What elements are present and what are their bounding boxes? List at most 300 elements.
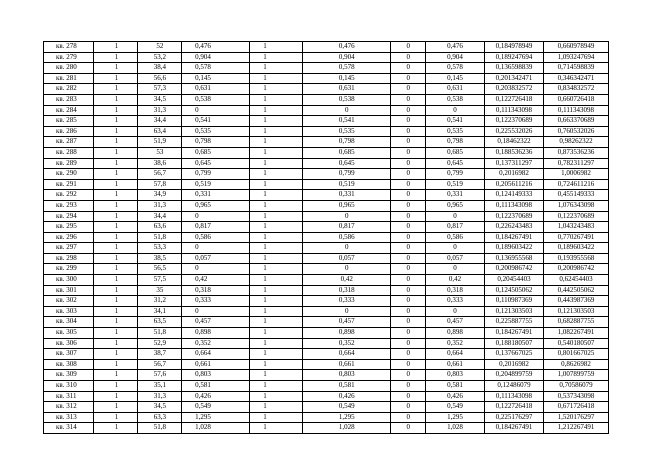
- count-cell: 1: [93, 84, 138, 95]
- sum-cell: 0: [426, 243, 485, 254]
- sum-cell: 0,541: [426, 116, 485, 127]
- area-cell: 63,5: [138, 317, 182, 328]
- area-cell: 51,8: [138, 232, 182, 243]
- count-cell: 1: [93, 423, 138, 434]
- apartment-cell: кв. 309: [44, 370, 94, 381]
- share-cell: 0,200986742: [484, 264, 543, 275]
- total-cell: 0,426: [303, 391, 391, 402]
- total-cell: 0,578: [303, 63, 391, 74]
- share-cell: 0,225176297: [484, 412, 543, 423]
- area-cell: 56,7: [138, 359, 182, 370]
- total-cell: 0,549: [303, 402, 391, 413]
- share-cell: 0,184267491: [484, 328, 543, 339]
- apartment-cell: кв. 300: [44, 275, 94, 286]
- zero-cell: 0: [391, 73, 426, 84]
- zero-cell: 0: [391, 338, 426, 349]
- zero-cell: 0: [391, 243, 426, 254]
- apartment-cell: кв. 290: [44, 169, 94, 180]
- coefficient-cell: 1: [250, 317, 303, 328]
- result-cell: 0,70586079: [543, 381, 608, 392]
- apartment-cell: кв. 284: [44, 105, 94, 116]
- count-cell: 1: [93, 94, 138, 105]
- value-cell: 0,685: [182, 147, 250, 158]
- count-cell: 1: [93, 52, 138, 63]
- value-cell: 0: [182, 243, 250, 254]
- count-cell: 1: [93, 328, 138, 339]
- apartment-cell: кв. 305: [44, 328, 94, 339]
- value-cell: 0,549: [182, 402, 250, 413]
- count-cell: 1: [93, 275, 138, 286]
- table-row: [44, 94, 609, 105]
- sum-cell: 0,145: [426, 73, 485, 84]
- result-cell: 1,093247694: [543, 52, 608, 63]
- coefficient-cell: 1: [250, 126, 303, 137]
- value-cell: 0,803: [182, 370, 250, 381]
- share-cell: 0,136598839: [484, 63, 543, 74]
- value-cell: 1,028: [182, 423, 250, 434]
- area-cell: 38,6: [138, 158, 182, 169]
- table-row: [44, 73, 609, 84]
- area-cell: 52,9: [138, 338, 182, 349]
- total-cell: 0,586: [303, 232, 391, 243]
- coefficient-cell: 1: [250, 105, 303, 116]
- total-cell: 0,904: [303, 52, 391, 63]
- coefficient-cell: 1: [250, 381, 303, 392]
- count-cell: 1: [93, 359, 138, 370]
- share-cell: 0,111343098: [484, 391, 543, 402]
- count-cell: 1: [93, 158, 138, 169]
- area-cell: 53: [138, 147, 182, 158]
- zero-cell: 0: [391, 232, 426, 243]
- table-row: [44, 253, 609, 264]
- share-cell: 0,137311297: [484, 158, 543, 169]
- apartment-cell: кв. 291: [44, 179, 94, 190]
- result-cell: 0,873536236: [543, 147, 608, 158]
- value-cell: 0,42: [182, 275, 250, 286]
- result-cell: 0,540180507: [543, 338, 608, 349]
- total-cell: 0,798: [303, 137, 391, 148]
- zero-cell: 0: [391, 105, 426, 116]
- coefficient-cell: 1: [250, 222, 303, 233]
- result-cell: 1,043243483: [543, 222, 608, 233]
- zero-cell: 0: [391, 296, 426, 307]
- count-cell: 1: [93, 105, 138, 116]
- share-cell: 0,204899759: [484, 370, 543, 381]
- sum-cell: 1,295: [426, 412, 485, 423]
- zero-cell: 0: [391, 412, 426, 423]
- value-cell: 0,904: [182, 52, 250, 63]
- area-cell: 31,3: [138, 391, 182, 402]
- count-cell: 1: [93, 211, 138, 222]
- area-cell: 57,3: [138, 84, 182, 95]
- result-cell: 0,770267491: [543, 232, 608, 243]
- sum-cell: 0,519: [426, 179, 485, 190]
- sum-cell: 0,057: [426, 253, 485, 264]
- table-row: [44, 423, 609, 434]
- area-cell: 53,3: [138, 243, 182, 254]
- coefficient-cell: 1: [250, 412, 303, 423]
- table-row: [44, 359, 609, 370]
- zero-cell: 0: [391, 253, 426, 264]
- count-cell: 1: [93, 190, 138, 201]
- total-cell: 0,799: [303, 169, 391, 180]
- table-row: [44, 285, 609, 296]
- coefficient-cell: 1: [250, 63, 303, 74]
- zero-cell: 0: [391, 52, 426, 63]
- apartment-cell: кв. 310: [44, 381, 94, 392]
- area-cell: 51,8: [138, 328, 182, 339]
- value-cell: 0,798: [182, 137, 250, 148]
- result-cell: 0,189603422: [543, 243, 608, 254]
- count-cell: 1: [93, 147, 138, 158]
- coefficient-cell: 1: [250, 338, 303, 349]
- zero-cell: 0: [391, 306, 426, 317]
- total-cell: 0,318: [303, 285, 391, 296]
- zero-cell: 0: [391, 116, 426, 127]
- table-row: [44, 402, 609, 413]
- coefficient-cell: 1: [250, 52, 303, 63]
- zero-cell: 0: [391, 349, 426, 360]
- coefficient-cell: 1: [250, 158, 303, 169]
- sum-cell: 0,664: [426, 349, 485, 360]
- total-cell: 0,352: [303, 338, 391, 349]
- total-cell: 0,42: [303, 275, 391, 286]
- sum-cell: 0,331: [426, 190, 485, 201]
- area-cell: 34,5: [138, 94, 182, 105]
- zero-cell: 0: [391, 381, 426, 392]
- coefficient-cell: 1: [250, 211, 303, 222]
- total-cell: 0,817: [303, 222, 391, 233]
- zero-cell: 0: [391, 402, 426, 413]
- total-cell: 0,664: [303, 349, 391, 360]
- coefficient-cell: 1: [250, 285, 303, 296]
- coefficient-cell: 1: [250, 296, 303, 307]
- sum-cell: 0,352: [426, 338, 485, 349]
- value-cell: 0: [182, 211, 250, 222]
- area-cell: 52: [138, 42, 182, 53]
- total-cell: 0,541: [303, 116, 391, 127]
- apartment-cell: кв. 289: [44, 158, 94, 169]
- table-row: [44, 52, 609, 63]
- sum-cell: 0,549: [426, 402, 485, 413]
- apartment-cell: кв. 302: [44, 296, 94, 307]
- zero-cell: 0: [391, 169, 426, 180]
- table-row: [44, 222, 609, 233]
- sum-cell: 0,803: [426, 370, 485, 381]
- result-cell: 0,782311297: [543, 158, 608, 169]
- table-row: [44, 328, 609, 339]
- value-cell: 0: [182, 105, 250, 116]
- table-row: [44, 306, 609, 317]
- area-cell: 57,6: [138, 370, 182, 381]
- area-cell: 31,3: [138, 105, 182, 116]
- result-cell: 0,660726418: [543, 94, 608, 105]
- count-cell: 1: [93, 253, 138, 264]
- apartment-cell: кв. 278: [44, 42, 94, 53]
- zero-cell: 0: [391, 328, 426, 339]
- share-cell: 0,122726418: [484, 94, 543, 105]
- apartment-cell: кв. 292: [44, 190, 94, 201]
- area-cell: 57,8: [138, 179, 182, 190]
- count-cell: 1: [93, 264, 138, 275]
- area-cell: 31,3: [138, 200, 182, 211]
- area-cell: 53,2: [138, 52, 182, 63]
- sum-cell: 0,645: [426, 158, 485, 169]
- count-cell: 1: [93, 232, 138, 243]
- apartment-cell: кв. 314: [44, 423, 94, 434]
- total-cell: 0,965: [303, 200, 391, 211]
- count-cell: 1: [93, 126, 138, 137]
- result-cell: 0,537343098: [543, 391, 608, 402]
- coefficient-cell: 1: [250, 370, 303, 381]
- value-cell: 0,645: [182, 158, 250, 169]
- coefficient-cell: 1: [250, 169, 303, 180]
- sum-cell: 0,898: [426, 328, 485, 339]
- coefficient-cell: 1: [250, 359, 303, 370]
- share-cell: 0,122726418: [484, 402, 543, 413]
- value-cell: 0,799: [182, 169, 250, 180]
- total-cell: 0,803: [303, 370, 391, 381]
- sum-cell: 0,42: [426, 275, 485, 286]
- sum-cell: 0,631: [426, 84, 485, 95]
- table-row: [44, 381, 609, 392]
- area-cell: 38,5: [138, 253, 182, 264]
- zero-cell: 0: [391, 158, 426, 169]
- sum-cell: 0: [426, 211, 485, 222]
- apartment-cell: кв. 281: [44, 73, 94, 84]
- share-cell: 0,12486079: [484, 381, 543, 392]
- count-cell: 1: [93, 338, 138, 349]
- coefficient-cell: 1: [250, 253, 303, 264]
- result-cell: 0,193955568: [543, 253, 608, 264]
- area-cell: 34,1: [138, 306, 182, 317]
- value-cell: 0,661: [182, 359, 250, 370]
- share-cell: 0,189603422: [484, 243, 543, 254]
- share-cell: 0,110987369: [484, 296, 543, 307]
- table-body: [44, 42, 609, 434]
- apartment-cell: кв. 294: [44, 211, 94, 222]
- value-cell: 0,333: [182, 296, 250, 307]
- total-cell: 0,581: [303, 381, 391, 392]
- apartment-cell: кв. 293: [44, 200, 94, 211]
- coefficient-cell: 1: [250, 423, 303, 434]
- value-cell: 0,318: [182, 285, 250, 296]
- count-cell: 1: [93, 222, 138, 233]
- share-cell: 0,226243483: [484, 222, 543, 233]
- value-cell: 0,898: [182, 328, 250, 339]
- area-cell: 63,3: [138, 412, 182, 423]
- count-cell: 1: [93, 296, 138, 307]
- apartment-cell: кв. 285: [44, 116, 94, 127]
- table-row: [44, 412, 609, 423]
- apartment-cell: кв. 308: [44, 359, 94, 370]
- total-cell: 0: [303, 105, 391, 116]
- result-cell: 1,0006982: [543, 169, 608, 180]
- count-cell: 1: [93, 285, 138, 296]
- area-cell: 38,7: [138, 349, 182, 360]
- zero-cell: 0: [391, 211, 426, 222]
- total-cell: 0,519: [303, 179, 391, 190]
- result-cell: 1,076343098: [543, 200, 608, 211]
- value-cell: 0,331: [182, 190, 250, 201]
- share-cell: 0,124149333: [484, 190, 543, 201]
- apartment-cell: кв. 312: [44, 402, 94, 413]
- coefficient-cell: 1: [250, 328, 303, 339]
- coefficient-cell: 1: [250, 232, 303, 243]
- coefficient-cell: 1: [250, 137, 303, 148]
- share-cell: 0,20454403: [484, 275, 543, 286]
- table-row: [44, 317, 609, 328]
- apartment-cell: кв. 299: [44, 264, 94, 275]
- count-cell: 1: [93, 116, 138, 127]
- result-cell: 0,663370689: [543, 116, 608, 127]
- area-cell: 51,8: [138, 423, 182, 434]
- result-cell: 0,801667025: [543, 349, 608, 360]
- sum-cell: 0,426: [426, 391, 485, 402]
- table-row: [44, 158, 609, 169]
- count-cell: 1: [93, 169, 138, 180]
- result-cell: 0,671726418: [543, 402, 608, 413]
- zero-cell: 0: [391, 147, 426, 158]
- sum-cell: 0,799: [426, 169, 485, 180]
- count-cell: 1: [93, 243, 138, 254]
- sum-cell: 0,817: [426, 222, 485, 233]
- count-cell: 1: [93, 391, 138, 402]
- value-cell: 0,817: [182, 222, 250, 233]
- value-cell: 0,581: [182, 381, 250, 392]
- table-row: [44, 232, 609, 243]
- zero-cell: 0: [391, 264, 426, 275]
- table-row: [44, 264, 609, 275]
- result-cell: 0,200986742: [543, 264, 608, 275]
- area-cell: 63,4: [138, 126, 182, 137]
- total-cell: 0,145: [303, 73, 391, 84]
- table-row: [44, 211, 609, 222]
- count-cell: 1: [93, 179, 138, 190]
- total-cell: 0: [303, 243, 391, 254]
- sum-cell: 0,798: [426, 137, 485, 148]
- coefficient-cell: 1: [250, 402, 303, 413]
- area-cell: 31,2: [138, 296, 182, 307]
- table-row: [44, 338, 609, 349]
- coefficient-cell: 1: [250, 42, 303, 53]
- result-cell: 0,660978949: [543, 42, 608, 53]
- total-cell: 0: [303, 264, 391, 275]
- result-cell: 1,520176297: [543, 412, 608, 423]
- total-cell: 0: [303, 306, 391, 317]
- zero-cell: 0: [391, 317, 426, 328]
- sum-cell: 0,578: [426, 63, 485, 74]
- result-cell: 0,682887755: [543, 317, 608, 328]
- area-cell: 56,5: [138, 264, 182, 275]
- table-row: [44, 349, 609, 360]
- share-cell: 0,121303503: [484, 306, 543, 317]
- count-cell: 1: [93, 306, 138, 317]
- total-cell: 0,476: [303, 42, 391, 53]
- total-cell: 1,028: [303, 423, 391, 434]
- share-cell: 0,2016982: [484, 359, 543, 370]
- zero-cell: 0: [391, 370, 426, 381]
- count-cell: 1: [93, 42, 138, 53]
- count-cell: 1: [93, 317, 138, 328]
- result-cell: 1,082267491: [543, 328, 608, 339]
- sum-cell: 0: [426, 306, 485, 317]
- coefficient-cell: 1: [250, 179, 303, 190]
- value-cell: 0,965: [182, 200, 250, 211]
- table-row: [44, 243, 609, 254]
- area-cell: 35,1: [138, 381, 182, 392]
- result-cell: 0,121303503: [543, 306, 608, 317]
- value-cell: 0: [182, 264, 250, 275]
- total-cell: 0,661: [303, 359, 391, 370]
- area-cell: 56,7: [138, 169, 182, 180]
- sum-cell: 0,318: [426, 285, 485, 296]
- apartment-cell: кв. 296: [44, 232, 94, 243]
- total-cell: 1,295: [303, 412, 391, 423]
- total-cell: 0,685: [303, 147, 391, 158]
- value-cell: 0,541: [182, 116, 250, 127]
- result-cell: 0,442505062: [543, 285, 608, 296]
- coefficient-cell: 1: [250, 200, 303, 211]
- sum-cell: 0,685: [426, 147, 485, 158]
- zero-cell: 0: [391, 200, 426, 211]
- apartment-cell: кв. 298: [44, 253, 94, 264]
- apartment-cell: кв. 288: [44, 147, 94, 158]
- share-cell: 0,184267491: [484, 232, 543, 243]
- share-cell: 0,225532026: [484, 126, 543, 137]
- result-cell: 0,8626982: [543, 359, 608, 370]
- share-cell: 0,189247694: [484, 52, 543, 63]
- result-cell: 0,714598839: [543, 63, 608, 74]
- apartment-cell: кв. 313: [44, 412, 94, 423]
- zero-cell: 0: [391, 222, 426, 233]
- zero-cell: 0: [391, 137, 426, 148]
- apartment-data-table: [43, 41, 609, 434]
- zero-cell: 0: [391, 126, 426, 137]
- count-cell: 1: [93, 412, 138, 423]
- table-row: [44, 169, 609, 180]
- share-cell: 0,184267491: [484, 423, 543, 434]
- sum-cell: 0,581: [426, 381, 485, 392]
- table-row: [44, 275, 609, 286]
- apartment-cell: кв. 282: [44, 84, 94, 95]
- count-cell: 1: [93, 402, 138, 413]
- apartment-cell: кв. 283: [44, 94, 94, 105]
- area-cell: 34,4: [138, 211, 182, 222]
- sum-cell: 1,028: [426, 423, 485, 434]
- result-cell: 0,760532026: [543, 126, 608, 137]
- sum-cell: 0,538: [426, 94, 485, 105]
- apartment-cell: кв. 280: [44, 63, 94, 74]
- apartment-cell: кв. 307: [44, 349, 94, 360]
- apartment-cell: кв. 297: [44, 243, 94, 254]
- apartment-cell: кв. 304: [44, 317, 94, 328]
- share-cell: 0,201342471: [484, 73, 543, 84]
- share-cell: 0,122370689: [484, 211, 543, 222]
- count-cell: 1: [93, 63, 138, 74]
- zero-cell: 0: [391, 275, 426, 286]
- coefficient-cell: 1: [250, 84, 303, 95]
- zero-cell: 0: [391, 94, 426, 105]
- coefficient-cell: 1: [250, 190, 303, 201]
- share-cell: 0,205611216: [484, 179, 543, 190]
- value-cell: 0,476: [182, 42, 250, 53]
- share-cell: 0,111343098: [484, 200, 543, 211]
- sum-cell: 0,586: [426, 232, 485, 243]
- value-cell: 0,535: [182, 126, 250, 137]
- sum-cell: 0,476: [426, 42, 485, 53]
- coefficient-cell: 1: [250, 147, 303, 158]
